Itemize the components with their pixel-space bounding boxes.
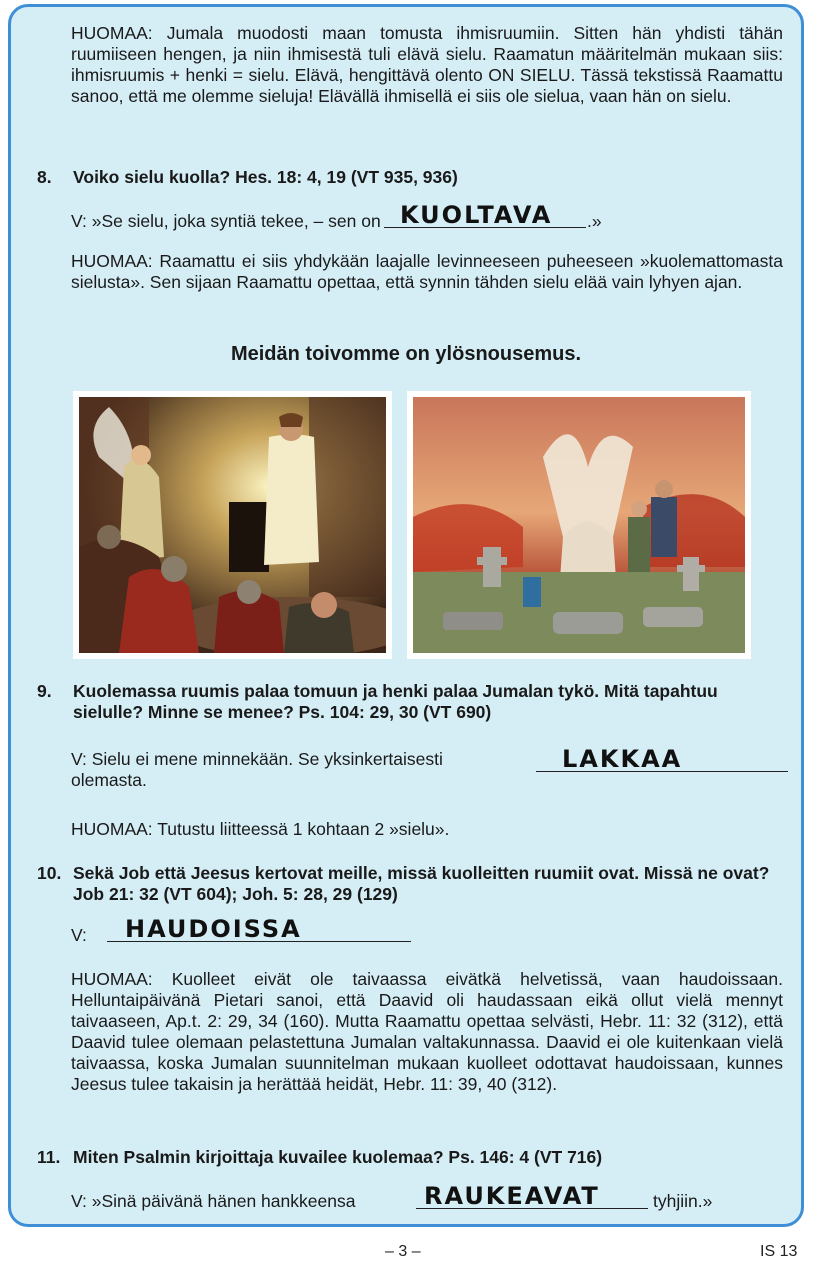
- answer-11: V: »Sinä päivänä hänen hankkeensa: [71, 1191, 356, 1211]
- question-text: Sekä Job että Jeesus kertovat meille, missä kuolleitten ruumiit ovat. Missä ne ovat? Job 21: 32 (VT 604); Joh. 5: 28, 29 (129): [73, 863, 770, 904]
- question-text: Kuolemassa ruumis palaa tomuun ja henki palaa Jumalan tykö. Mitä tapahtuu sielulle? Minne se menee? Ps. 104: 29, 30 (VT 690): [73, 681, 718, 722]
- answer-prefix: V: Sielu ei mene minnekään. Se yksinkertaisesti: [71, 749, 443, 769]
- answer-10: V:: [71, 925, 87, 945]
- question-number: 9.: [37, 681, 52, 701]
- question-10: [37, 863, 787, 905]
- document-code: IS 13: [760, 1243, 798, 1260]
- section-heading: Meidän toivomme on ylösnousemus.: [230, 343, 582, 365]
- answer-prefix: V: »Se sielu, joka syntiä tekee, – sen on: [71, 211, 381, 231]
- answer-9: [71, 749, 541, 791]
- page-number: – 3 –: [385, 1243, 421, 1260]
- lesson-panel: [8, 4, 804, 1227]
- answer-11-suffix: tyhjiin.»: [653, 1191, 713, 1211]
- question-9: [37, 681, 787, 723]
- note-10: HUOMAA: Kuolleet eivät ole taivaassa eivätkä helvetissä, vaan haudoissaan. Helluntaipäivänä Pietari sanoi, että Daavid oli haudassaan eikä ollut vielä mennyt taivaaseen, Ap.t. 2: 29, 34 (160). Mutta Raamattu opettaa selvästi, Hebr. 11: 32 (312), että Daavid tulee olemaan pelastettuna Jumalan valtakunnassa. Daavid ei ole kuitenkaan vielä taivaassa, koska Jumalan suunnitelman mukaan kuolleet odottavat haudoissaan, kunnes Jeesus tulee takaisin ja herättää heidät, Hebr. 11: 39, 40 (312).: [71, 969, 783, 1094]
- question-8: [37, 167, 787, 188]
- question-11: [37, 1147, 787, 1168]
- tomb-illustration: [79, 397, 386, 653]
- question-text: Miten Psalmin kirjoittaja kuvailee kuolemaa? Ps. 146: 4 (VT 716): [73, 1147, 603, 1167]
- answer-filled: RAUKEAVAT: [424, 1182, 600, 1210]
- answer-filled: KUOLTAVA: [400, 201, 553, 229]
- answer-11-field[interactable]: [416, 1184, 648, 1209]
- answer-suffix: olemasta.: [71, 770, 147, 790]
- answer-8-field[interactable]: [384, 203, 586, 228]
- note-9: HUOMAA: Tutustu liitteessä 1 kohtaan 2 »sielu».: [71, 819, 450, 839]
- resurrection-cemetery-painting: [407, 391, 751, 659]
- answer-10-field[interactable]: [107, 917, 411, 942]
- answer-9-field[interactable]: [536, 747, 788, 772]
- answer-filled: LAKKAA: [562, 745, 683, 773]
- question-number: 8.: [37, 167, 52, 187]
- answer-filled: HAUDOISSA: [125, 915, 302, 943]
- cemetery-illustration: [413, 397, 745, 653]
- question-number: 10.: [37, 863, 62, 883]
- question-number: 11.: [37, 1147, 61, 1167]
- answer-8-suffix: .»: [587, 211, 602, 231]
- question-text: Voiko sielu kuolla? Hes. 18: 4, 19 (VT 935, 936): [73, 167, 458, 187]
- note-8: HUOMAA: Raamattu ei siis yhdykään laajalle levinneeseen puheeseen »kuolemattomasta sielusta». Sen sijaan Raamattu opettaa, että synnin tähden sielu elää vain lyhyen ajan.: [71, 251, 783, 292]
- resurrection-tomb-painting: [73, 391, 392, 659]
- note-soul: HUOMAA: Jumala muodosti maan tomusta ihmisruumiin. Sitten hän yhdisti tähän ruumiiseen hengen, ja niin ihmisestä tuli elävä sielu. Raamatun määritelmän mukaan siis: ihmisruumis + henki = sielu. Elävä, hengittävä olento ON SIELU. Tässä tekstissä Raamattu sanoo, että me olemme sieluja! Elävällä ihmisellä ei siis ole sielua, vaan hän on sielu.: [71, 23, 783, 106]
